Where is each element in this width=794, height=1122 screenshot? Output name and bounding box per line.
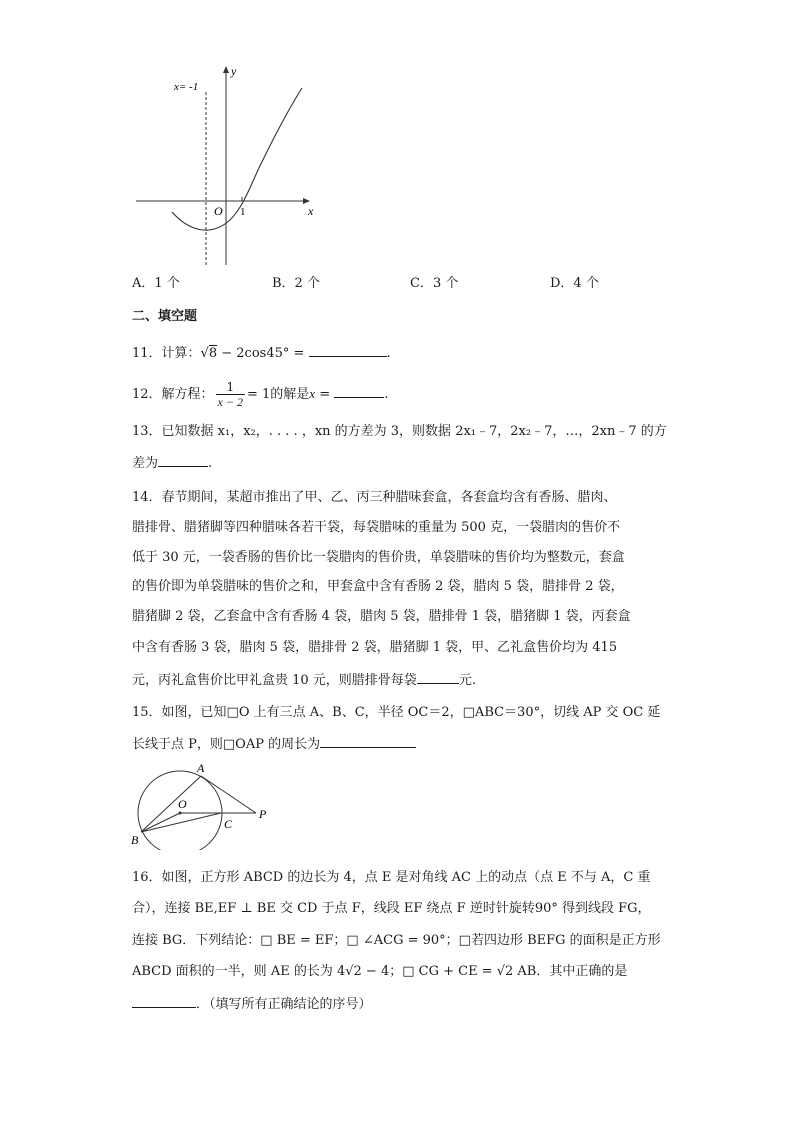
q12-mid: = 1的解是 — [246, 387, 310, 402]
question-14-line4: 的售价即为单袋腊味的售价之和，甲套盒中含有香肠 2 袋，腊肉 5 袋，腊排骨 2 袋， — [132, 579, 624, 594]
q12-numerator: 1 — [216, 380, 245, 395]
parabola-curve — [172, 88, 302, 230]
question-14-line7 — [132, 669, 476, 691]
y-axis-label: y — [231, 64, 237, 78]
line-ob — [141, 813, 180, 832]
sqrt-symbol: √ — [200, 346, 209, 361]
tick-label-1: 1 — [240, 206, 246, 218]
question-12 — [132, 377, 388, 412]
q14-answer-blank[interactable] — [417, 669, 459, 684]
q15-prefix: 长线于点 P，则□OAP 的周长为 — [132, 737, 321, 752]
option-d[interactable]: D．4 个 — [550, 276, 599, 291]
line-bc — [141, 813, 221, 832]
question-16-line3: 连接 BG．下列结论：□ BE = EF；□ ∠ACG = 90°；□若四边形 BEFG 的面积是正方形 — [132, 933, 661, 948]
q12-end: . — [384, 387, 389, 402]
question-16-line1: 16．如图，正方形 ABCD 的边长为 4，点 E 是对角线 AC 上的动点（点 E 不与 A，C 重 — [132, 870, 651, 885]
question-14-line6: 中含有香肠 3 袋，腊肉 5 袋，腊排骨 2 袋，腊猪脚 1 袋，甲、乙礼盒售价均为 415 — [132, 640, 618, 655]
q12-prefix: 12．解方程： — [132, 387, 214, 402]
question-14-line1: 14．春节期间，某超市推出了甲、乙、丙三种腊味套盒，各套盒均含有香肠、腊肉、 — [132, 490, 617, 505]
label-b: B — [131, 833, 139, 847]
label-c: C — [224, 817, 233, 831]
label-o: O — [178, 797, 187, 811]
question-13-line2 — [132, 452, 212, 474]
q11-rest: − 2cos45° = — [217, 346, 309, 361]
q13-prefix: 差为 — [132, 456, 159, 471]
question-16-line4: ABCD 面积的一半，则 AE 的长为 4√2 − 4；□ CG + CE = √2 AB．其中正确的是 — [132, 964, 628, 979]
q12-x: x — [309, 386, 316, 401]
line-ba — [141, 776, 201, 832]
q14-last-end: 元. — [458, 673, 476, 688]
question-14-line2: 腊排骨、腊猪脚等四种腊味各若干袋，每袋腊味的重量为 500 克，一袋腊肉的售价不 — [132, 520, 621, 535]
q13-answer-blank[interactable] — [158, 452, 208, 467]
q12-eq: = — [315, 387, 335, 402]
q12-fraction — [216, 380, 245, 409]
y-axis-arrow — [223, 66, 229, 73]
q16-answer-blank[interactable] — [132, 993, 196, 1008]
question-14-line5: 腊猪脚 2 袋，乙套盒中含有香肠 4 袋，腊肉 5 袋，腊排骨 1 袋，腊猪脚 1 袋，丙套盒 — [132, 609, 631, 624]
label-p: P — [259, 807, 267, 821]
question-11 — [132, 342, 391, 364]
q11-answer-blank[interactable] — [309, 342, 387, 357]
x-axis-label: x — [308, 204, 314, 218]
q12-denominator: x − 2 — [217, 395, 243, 409]
function-graph — [130, 60, 320, 270]
label-a: A — [197, 761, 205, 775]
question-13-line1: 13．已知数据 x₁，x₂，. . . . ，xn 的方差为 3，则数据 2x₁﹣7，2x₂﹣7，…，2xn﹣7 的方 — [132, 424, 667, 439]
option-a[interactable]: A．1 个 — [132, 276, 180, 291]
q12-answer-blank[interactable] — [334, 383, 384, 398]
line-ap — [201, 776, 256, 813]
question-16-line2: 合），连接 BE,EF ⊥ BE 交 CD 于点 F，线段 EF 绕点 F 逆时针旋转90° 得到线段 FG， — [132, 901, 651, 916]
question-16-line5 — [132, 993, 372, 1015]
origin-label: O — [214, 204, 223, 218]
question-15-line1: 15．如图，已知□O 上有三点 A、B、C，半径 OC＝2，□ABC＝30°，切线 AP 交 OC 延 — [132, 705, 661, 720]
q16-end: ．（填写所有正确结论的序号） — [196, 997, 372, 1012]
question-14-line3: 低于 30 元，一袋香肠的售价比一袋腊肉的售价贵，单袋腊味的售价均为整数元，套盒 — [132, 550, 625, 565]
option-c[interactable]: C．3 个 — [410, 276, 459, 291]
center-point — [179, 812, 182, 815]
q13-end: . — [208, 456, 213, 471]
section-title: 二、填空题 — [132, 309, 198, 324]
q11-radicand: 8 — [208, 346, 218, 361]
q14-last-prefix: 元，丙礼盒售价比甲礼盒贵 10 元，则腊排骨每袋 — [132, 673, 417, 688]
q11-end: . — [386, 346, 391, 361]
option-b[interactable]: B．2 个 — [272, 276, 320, 291]
q11-prefix: 11．计算： — [132, 346, 201, 361]
question-15-line2 — [132, 733, 416, 755]
asymptote-label: x= -1 — [174, 81, 199, 93]
circle-figure — [128, 760, 288, 850]
q15-answer-blank[interactable] — [320, 733, 416, 748]
